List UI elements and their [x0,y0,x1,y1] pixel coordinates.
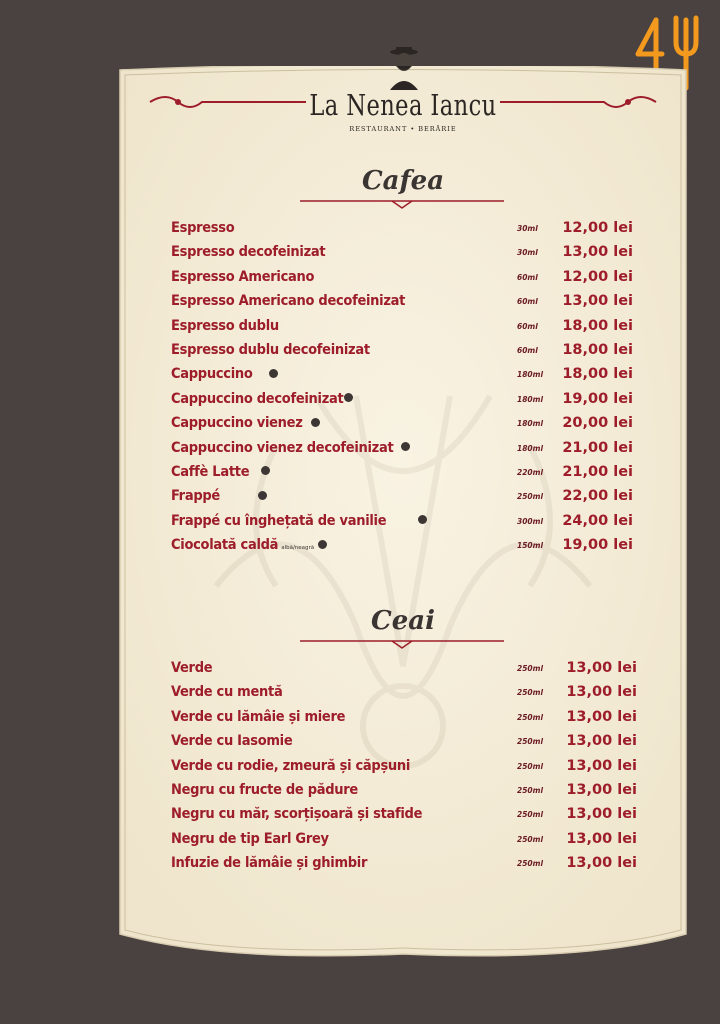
list-item: Cappuccino vienez 180ml 20,00 lei [171,415,633,432]
ornament-flourish-icon [300,196,504,210]
info-badge-icon [269,369,278,378]
section-title-cafea: Cafea [361,166,445,196]
list-item: Verde cu mentă 250ml 13,00 lei [171,684,637,701]
list-item: Verde cu Iasomie 250ml 13,00 lei [171,733,637,750]
list-item: Verde 250ml 13,00 lei [171,660,637,676]
list-item: Cappuccino decofeinizat 180ml 19,00 lei [171,390,633,407]
info-badge-icon [261,466,270,475]
list-item: Infuzie de lămâie și ghimbir 250ml 13,00 lei [171,855,637,872]
header [116,46,690,146]
ornament-flourish-icon [300,636,504,650]
list-item: Verde cu lămâie și miere 250ml 13,00 lei [171,708,637,725]
item-note: albă/neagră [281,545,315,552]
info-badge-icon [258,491,267,500]
list-item: Negru cu fructe de pădure 250ml 13,00 lei [171,781,637,798]
list-item: Espresso 30ml 12,00 lei [171,220,633,236]
info-badge-icon [318,540,327,549]
list-item: Negru de tip Earl Grey 250ml 13,00 lei [171,830,637,847]
info-badge-icon [401,442,410,451]
mascot-icon [384,46,424,90]
list-item: Espresso dublu 60ml 18,00 lei [171,317,633,334]
ceai-list [171,660,641,880]
list-item: Frappé cu înghețată de vanilie 300ml 24,00 lei [171,512,633,529]
brand-name: La Nenea Iancu [309,88,497,122]
list-item: Verde cu rodie, zmeură și căpșuni 250ml 13,00 lei [171,757,637,774]
list-item: Espresso dublu decofeinizat 60ml 18,00 lei [171,341,633,358]
info-badge-icon [311,418,320,427]
info-badge-icon [418,515,427,524]
cafea-list [171,220,641,561]
list-item: Espresso decofeinizat 30ml 13,00 lei [171,244,633,261]
brand-tagline: RESTAURANT • BERĂRIE [349,125,457,133]
list-item: Ciocolată caldă albă/neagră 150ml 19,00 lei [171,537,633,554]
list-item: Espresso Americano 60ml 12,00 lei [171,268,633,285]
list-item: Espresso Americano decofeinizat 60ml 13,00 lei [171,293,633,310]
list-item: Cappuccino vienez decofeinizat 180ml 21,00 lei [171,439,633,456]
list-item: Caffè Latte 220ml 21,00 lei [171,463,633,480]
section-title-ceai: Ceai [371,606,435,636]
list-item: Frappé 250ml 22,00 lei [171,488,633,505]
list-item: Negru cu măr, scorțișoară și stafide 250ml 13,00 lei [171,806,637,823]
list-item: Cappuccino 180ml 18,00 lei [171,366,633,383]
info-badge-icon [344,393,353,402]
